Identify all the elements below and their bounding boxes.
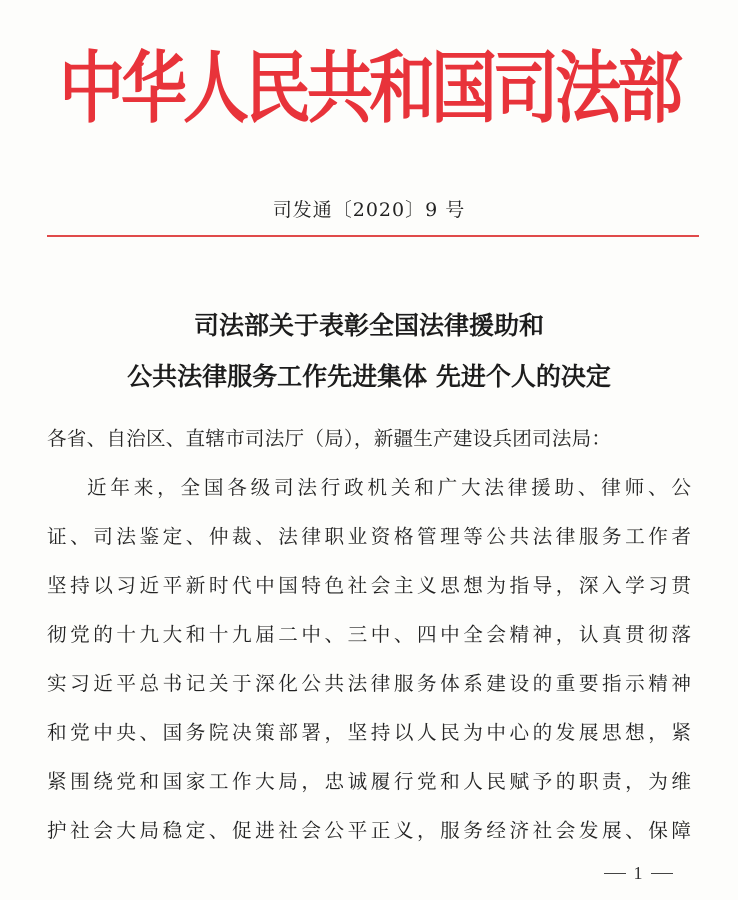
body-line-8: 护社会大局稳定、促进社会公平正义，服务经济社会发展、保障 xyxy=(47,819,691,842)
body-line-2: 证、司法鉴定、仲裁、法律职业资格管理等公共法律服务工作者 xyxy=(47,525,691,548)
body-line-6: 和党中央、国务院决策部署，坚持以人民为中心的发展思想，紧 xyxy=(47,721,691,744)
page-number-dash-right xyxy=(651,873,673,874)
page-number xyxy=(588,858,688,888)
body-line-3: 坚持以习近平新时代中国特色社会主义思想为指导，深入学习贯 xyxy=(47,574,691,597)
page-number-value: 1 xyxy=(633,862,643,883)
red-rule-divider xyxy=(47,235,699,237)
document-title-line-2: 公共法律服务工作先进集体 先进个人的决定 xyxy=(127,362,611,391)
page-number-dash-left xyxy=(604,873,626,874)
document-number: 司发通〔2020〕9 号 xyxy=(272,199,466,221)
body-line-5: 实习近平总书记关于深化公共法律服务体系建设的重要指示精神 xyxy=(47,672,691,695)
body-line-1: 近年来，全国各级司法行政机关和广大法律援助、律师、公 xyxy=(87,476,691,499)
masthead: 中华人民共和国司法部 xyxy=(59,43,679,134)
salutation: 各省、自治区、直辖市司法厅（局），新疆生产建设兵团司法局： xyxy=(47,427,612,450)
body-line-7: 紧围绕党和国家工作大局，忠诚履行党和人民赋予的职责，为维 xyxy=(47,770,691,793)
body-line-4: 彻党的十九大和十九届二中、三中、四中全会精神，认真贯彻落 xyxy=(47,623,691,646)
document-title-line-1: 司法部关于表彰全国法律援助和 xyxy=(193,311,544,340)
